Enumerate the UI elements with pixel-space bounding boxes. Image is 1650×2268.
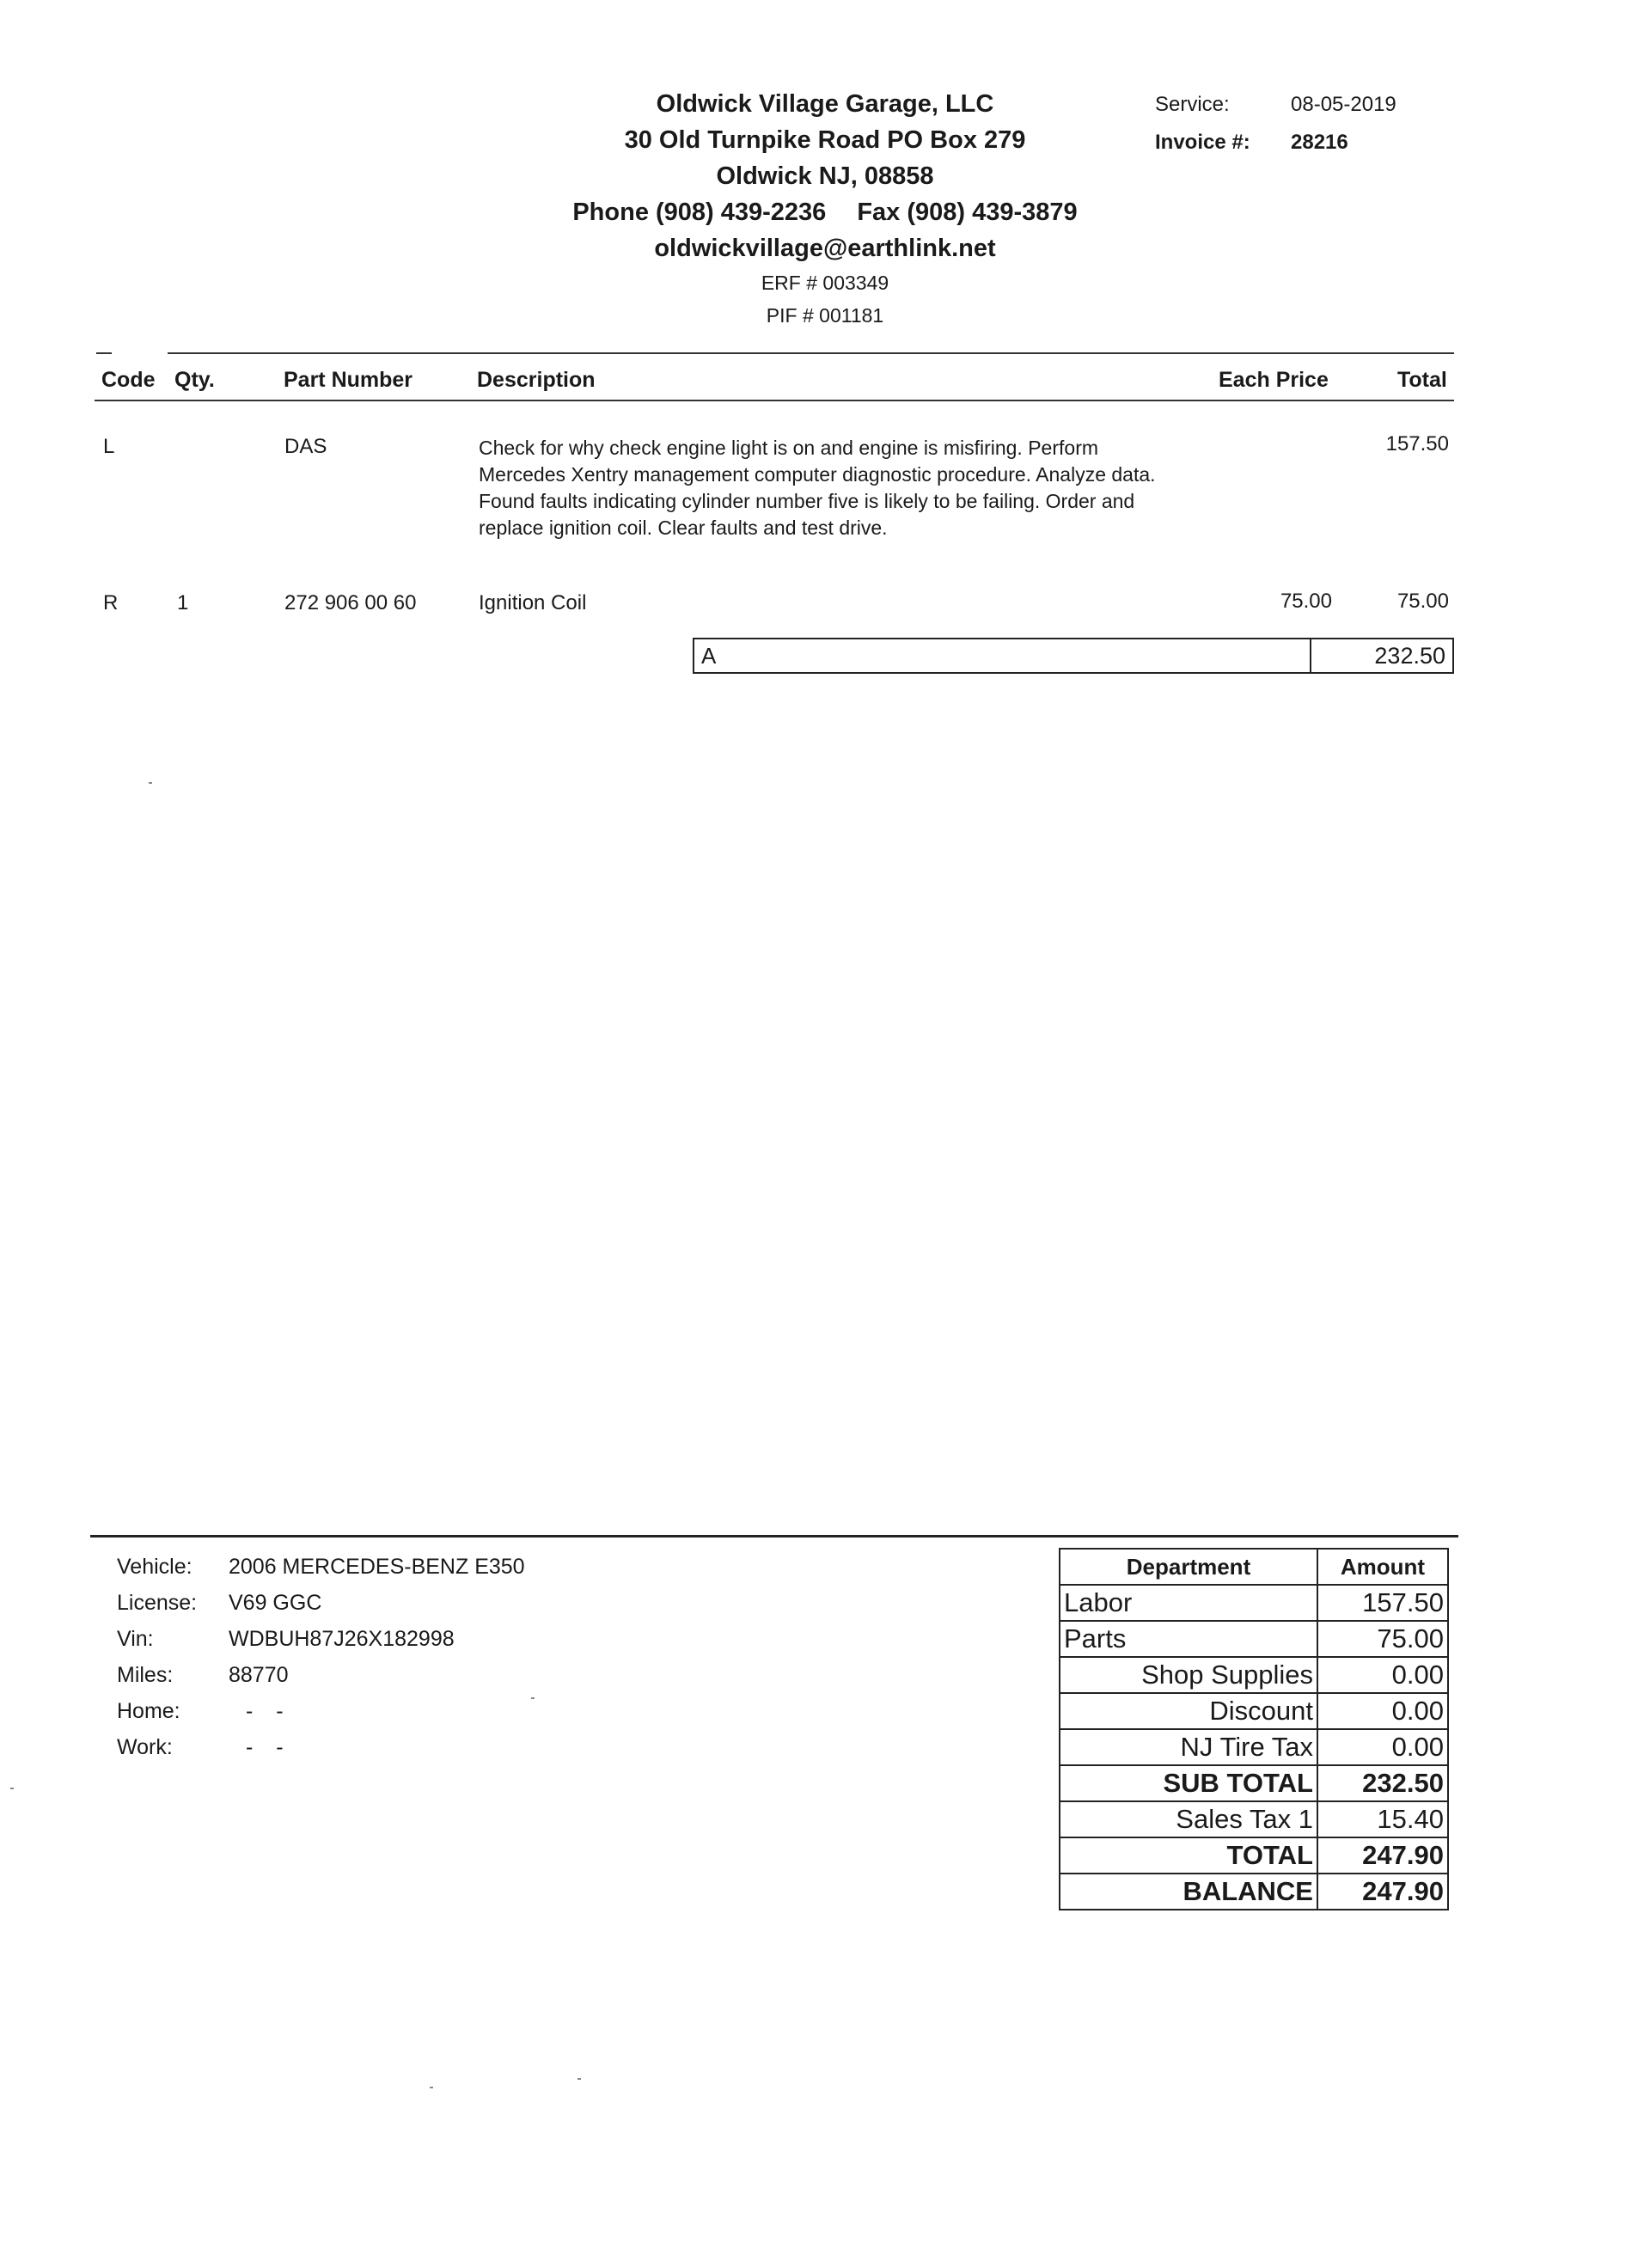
company-fax: Fax (908) 439-3879 [857, 199, 1078, 226]
invoice-meta [1155, 86, 1396, 162]
company-contact [481, 194, 1169, 230]
summary-amount: 247.90 [1317, 1837, 1448, 1874]
column-header-qty: Qty. [174, 368, 215, 392]
summary-department: Labor [1060, 1585, 1317, 1621]
column-header-part-number: Part Number [284, 368, 413, 392]
summary-row [1060, 1765, 1448, 1801]
summary-header-row [1060, 1549, 1448, 1585]
vehicle-value: 2006 MERCEDES-BENZ E350 [229, 1555, 525, 1579]
item-qty: 1 [177, 591, 189, 614]
summary-row [1060, 1657, 1448, 1693]
home-label: Home: [117, 1699, 180, 1723]
column-header-amount: Amount [1317, 1549, 1448, 1585]
summary-row [1060, 1837, 1448, 1874]
scan-speck [10, 1788, 14, 1789]
item-total: 75.00 [1396, 590, 1449, 613]
summary-row [1060, 1621, 1448, 1657]
company-name: Oldwick Village Garage, LLC [656, 90, 994, 118]
vin-row [117, 1621, 525, 1657]
scan-speck [430, 2087, 433, 2088]
summary-amount: 232.50 [1317, 1765, 1448, 1801]
summary-row [1060, 1693, 1448, 1729]
summary-department: TOTAL [1060, 1837, 1317, 1874]
erf-number: ERF # 003349 [761, 272, 889, 294]
company-address: 30 Old Turnpike Road PO Box 279 [624, 126, 1026, 154]
summary-amount: 75.00 [1317, 1621, 1448, 1657]
summary-department: BALANCE [1060, 1874, 1317, 1910]
license-row [117, 1585, 525, 1621]
summary-department: SUB TOTAL [1060, 1765, 1317, 1801]
company-email: oldwickvillage@earthlink.net [654, 235, 996, 262]
summary-amount: 0.00 [1317, 1693, 1448, 1729]
summary-department: Sales Tax 1 [1060, 1801, 1317, 1837]
work-label: Work: [117, 1735, 173, 1759]
item-part-number: 272 906 00 60 [284, 591, 417, 614]
invoice-label: Invoice #: [1155, 131, 1250, 154]
vehicle-info [117, 1549, 525, 1765]
scan-speck [531, 1697, 535, 1699]
service-label: Service: [1155, 93, 1230, 116]
summary-department: NJ Tire Tax [1060, 1729, 1317, 1765]
department-summary-table [1059, 1548, 1449, 1910]
miles-row [117, 1657, 525, 1693]
divider [90, 1535, 1458, 1537]
license-label: License: [117, 1591, 198, 1615]
summary-amount: 0.00 [1317, 1729, 1448, 1765]
company-phone: Phone (908) 439-2236 [572, 199, 827, 226]
summary-department: Discount [1060, 1693, 1317, 1729]
vehicle-row [117, 1549, 525, 1585]
home-phone-row [117, 1693, 525, 1729]
vehicle-label: Vehicle: [117, 1555, 192, 1579]
license-value: V69 GGC [229, 1591, 322, 1615]
group-code: A [701, 643, 717, 669]
summary-row [1060, 1874, 1448, 1910]
item-part-number: DAS [284, 435, 327, 458]
column-header-each-price: Each Price [1219, 368, 1329, 392]
group-total: 232.50 [1374, 643, 1445, 669]
item-code: L [103, 435, 115, 458]
divider [168, 352, 1454, 354]
service-row [1155, 86, 1396, 124]
summary-department: Shop Supplies [1060, 1657, 1317, 1693]
summary-amount: 15.40 [1317, 1801, 1448, 1837]
summary-amount: 0.00 [1317, 1657, 1448, 1693]
summary-department: Parts [1060, 1621, 1317, 1657]
invoice-number: 28216 [1291, 131, 1348, 154]
divider [1310, 639, 1311, 672]
summary-amount: 247.90 [1317, 1874, 1448, 1910]
item-description: Ignition Coil [479, 591, 587, 614]
company-header [481, 86, 1169, 332]
item-total: 157.50 [1385, 432, 1449, 455]
work-value: - - [246, 1735, 292, 1759]
column-header-description: Description [477, 368, 596, 392]
scan-speck [578, 2078, 581, 2080]
column-header-department: Department [1060, 1549, 1317, 1585]
summary-row [1060, 1585, 1448, 1621]
item-description: Check for why check engine light is on and engine is misfiring. Perform Mercedes Xentry management computer diagnostic procedure. Analyze data. Found faults indicating cylinder number five is likely to be failing. Order and replace ignition coil. Clear faults and test drive. [479, 437, 1156, 539]
group-total-box [693, 638, 1454, 674]
column-header-total: Total [1397, 368, 1447, 392]
vin-value: WDBUH87J26X182998 [229, 1627, 455, 1651]
invoice-row [1155, 124, 1396, 162]
pif-number: PIF # 001181 [766, 304, 884, 327]
vin-label: Vin: [117, 1627, 154, 1651]
miles-label: Miles: [117, 1663, 174, 1687]
service-date: 08-05-2019 [1291, 93, 1396, 116]
work-phone-row [117, 1729, 525, 1765]
column-header-code: Code [101, 368, 156, 392]
scan-speck [149, 782, 152, 784]
summary-amount: 157.50 [1317, 1585, 1448, 1621]
summary-row [1060, 1801, 1448, 1837]
divider [96, 352, 112, 354]
item-code: R [103, 591, 119, 614]
summary-row [1060, 1729, 1448, 1765]
item-each-price: 75.00 [1280, 590, 1332, 613]
company-city: Oldwick NJ, 08858 [716, 162, 934, 190]
divider [95, 400, 1454, 401]
home-value: - - [246, 1699, 292, 1723]
miles-value: 88770 [229, 1663, 289, 1687]
